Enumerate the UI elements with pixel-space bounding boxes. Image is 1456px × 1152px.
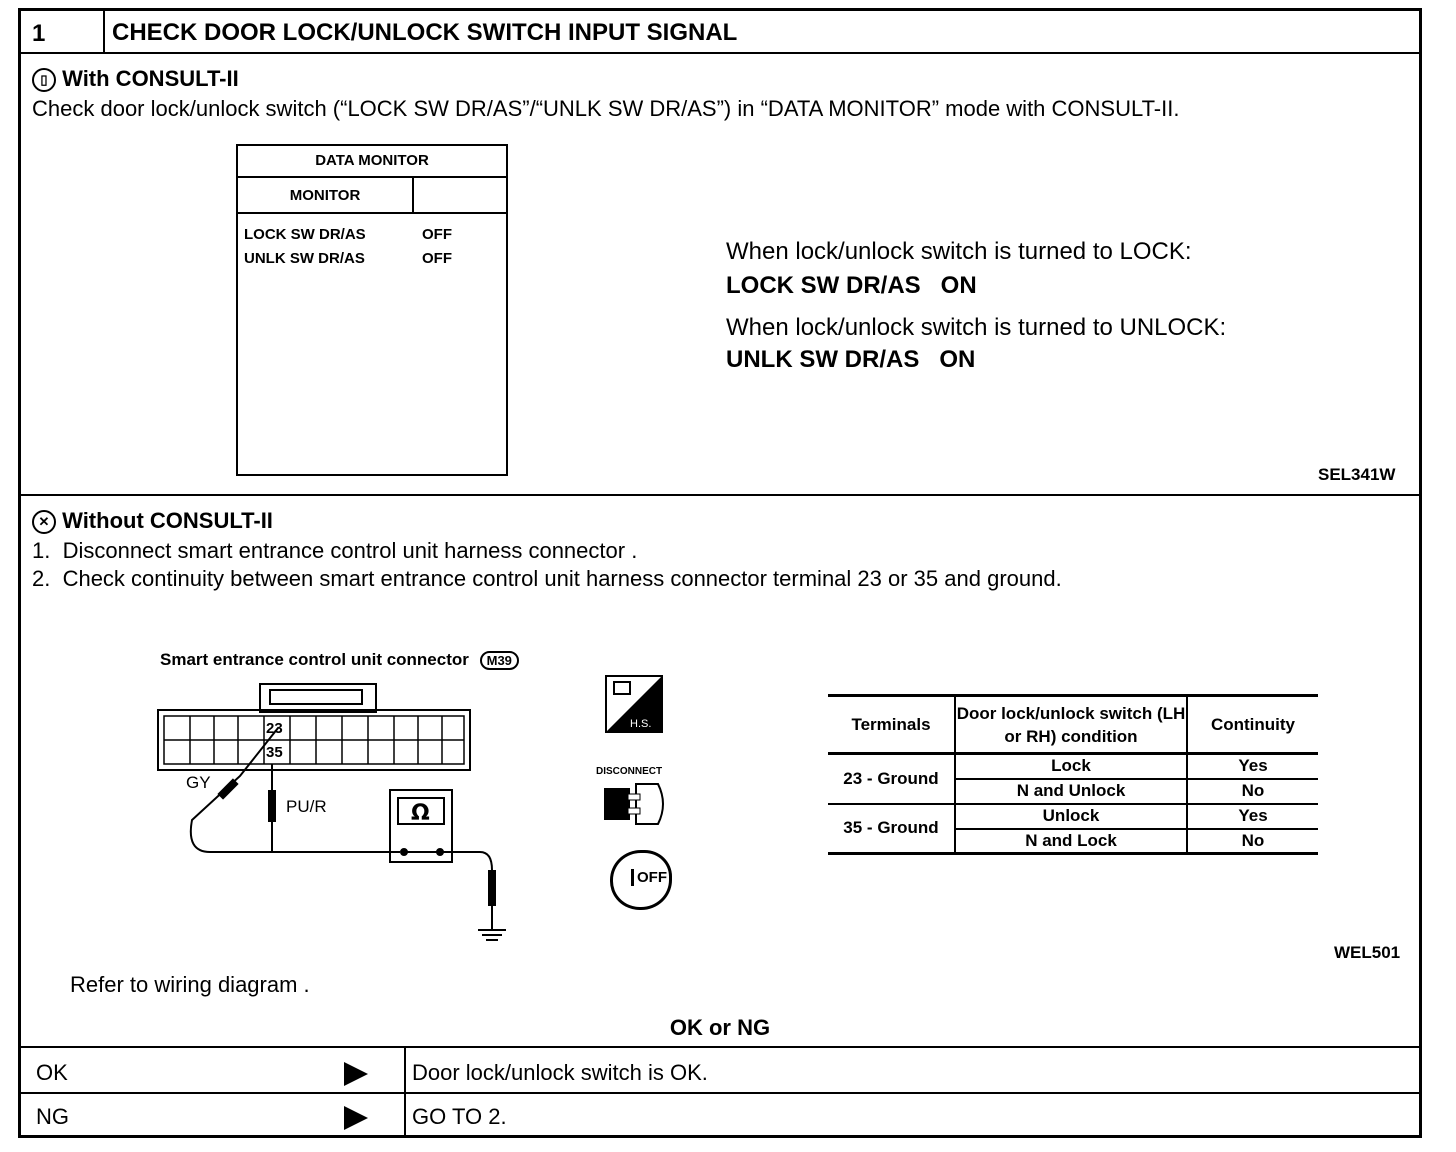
row-continuity: No	[1241, 781, 1265, 800]
probe-tips	[217, 778, 496, 906]
result-ng-arrow-icon	[344, 1106, 368, 1130]
hs-icon	[604, 674, 664, 734]
section-divider-1	[20, 494, 1420, 496]
monitor-title: DATA MONITOR	[315, 152, 429, 169]
continuity-table	[828, 694, 1318, 855]
result-ng-key: NG	[36, 1104, 69, 1129]
connector-label	[160, 650, 519, 670]
disconnect-icon	[600, 778, 670, 830]
row-condition: Lock	[955, 754, 1187, 779]
table-row	[828, 754, 1318, 779]
ohm-symbol: Ω	[411, 801, 430, 826]
monitor-row-2-value: OFF	[422, 250, 452, 267]
monitor-column-label: MONITOR	[289, 187, 361, 204]
row-condition: N and Lock	[955, 829, 1187, 854]
row-condition: N and Unlock	[955, 779, 1187, 804]
figure-code-sel341w: SEL341W	[1318, 465, 1396, 484]
without-step-2: 2. Check continuity between smart entrance control unit harness connector terminal 23 or 35 and ground.	[32, 566, 1062, 591]
monitor-row-1-value: OFF	[422, 226, 452, 243]
consult-icon: ▯	[32, 68, 56, 92]
result-ok-arrow-icon	[344, 1062, 368, 1086]
header-condition: Door lock/unlock switch (LH or RH) condition	[955, 696, 1187, 754]
step-title: CHECK DOOR LOCK/UNLOCK SWITCH INPUT SIGNAL	[112, 19, 738, 46]
wire-pur-label: PU/R	[286, 797, 327, 816]
result-ok-action: Door lock/unlock switch is OK.	[412, 1060, 708, 1085]
row-terminal-23: 23 - Ground	[828, 754, 955, 804]
refer-wiring-text: Refer to wiring diagram .	[70, 972, 310, 997]
connector-diagram	[150, 680, 550, 950]
result-middle-rule	[20, 1092, 1420, 1094]
header-continuity: Continuity	[1210, 714, 1296, 734]
monitor-row-1-name: LOCK SW DR/AS	[244, 226, 366, 243]
header-terminals: Terminals	[828, 696, 955, 754]
no-consult-icon: ✕	[32, 510, 56, 534]
header-divider	[103, 10, 105, 54]
table-row	[828, 804, 1318, 829]
without-consult-heading	[32, 508, 273, 534]
disconnect-icon-label: DISCONNECT	[596, 766, 663, 777]
with-consult-heading	[32, 66, 239, 92]
connector-housing	[158, 684, 470, 770]
ignition-off-icon	[610, 850, 672, 910]
figure-code-wel501: WEL501	[1334, 943, 1401, 962]
result-divider	[404, 1046, 406, 1136]
with-consult-label: With CONSULT-II	[62, 66, 239, 91]
ground-symbol	[478, 906, 506, 940]
unlock-condition-result: UNLK SW DR/AS ON	[726, 346, 976, 373]
terminal-35-label: 35	[266, 744, 283, 761]
connector-label-text: Smart entrance control unit connector	[160, 650, 469, 669]
table-header-row	[828, 696, 1318, 754]
row-continuity: Yes	[1238, 806, 1268, 825]
monitor-title-rule	[238, 176, 506, 178]
row-continuity: Yes	[1238, 756, 1268, 776]
ok-ng-heading: OK or NG	[669, 1015, 771, 1040]
row-terminal-35: 35 - Ground	[828, 804, 955, 854]
hs-icon-label: H.S.	[630, 718, 652, 730]
monitor-header-rule	[238, 212, 506, 214]
without-consult-label: Without CONSULT-II	[62, 508, 273, 533]
result-top-rule	[20, 1046, 1420, 1048]
row-condition: Unlock	[955, 804, 1187, 829]
result-ng-action: GO TO 2.	[412, 1104, 507, 1129]
ignition-off-label: OFF	[631, 869, 667, 886]
monitor-column-divider	[412, 176, 414, 212]
data-monitor-screen	[236, 144, 508, 476]
connector-id-badge: M39	[480, 651, 519, 670]
header-bottom-rule	[20, 52, 1420, 54]
wire-gy-label: GY	[186, 773, 211, 792]
monitor-row-2-name: UNLK SW DR/AS	[244, 250, 365, 267]
lock-condition-result: LOCK SW DR/AS ON	[726, 272, 977, 299]
step-number: 1	[32, 20, 46, 47]
result-ok-key: OK	[36, 1060, 68, 1085]
with-consult-instruction: Check door lock/unlock switch (“LOCK SW DR/AS”/“UNLK SW DR/AS”) in “DATA MONITOR” mode with CONSULT-II.	[32, 96, 1180, 121]
lock-condition-text: When lock/unlock switch is turned to LOCK:	[726, 238, 1192, 265]
row-continuity: No	[1241, 830, 1265, 850]
without-step-1: 1. Disconnect smart entrance control unit harness connector .	[32, 538, 638, 563]
terminal-23-label: 23	[266, 720, 283, 737]
unlock-condition-text: When lock/unlock switch is turned to UNLOCK:	[726, 314, 1227, 341]
